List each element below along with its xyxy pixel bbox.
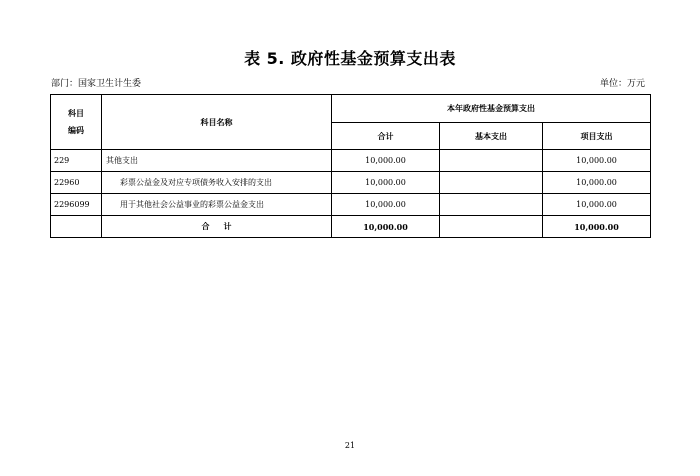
- row-code: 229: [51, 150, 102, 172]
- row-project: 10,000.00: [543, 150, 651, 172]
- total-total: 10,000.00: [332, 216, 440, 238]
- row-basic: [440, 194, 543, 216]
- table-row: [51, 194, 651, 216]
- total-project: 10,000.00: [543, 216, 651, 238]
- row-name: 用于其他社会公益事业的彩票公益金支出: [102, 194, 332, 216]
- header-total: 合计: [332, 123, 440, 150]
- header-name: 科目名称: [102, 95, 332, 150]
- row-basic: [440, 150, 543, 172]
- row-project: 10,000.00: [543, 194, 651, 216]
- header-code-line2: 编码: [68, 126, 84, 135]
- table-row: [51, 172, 651, 194]
- row-code: 22960: [51, 172, 102, 194]
- header-project: 项目支出: [543, 123, 651, 150]
- department-label: 部门：国家卫生计生委: [51, 79, 142, 89]
- page-title: 表 5. 政府性基金预算支出表: [244, 49, 456, 68]
- row-name: 其他支出: [102, 150, 332, 172]
- row-total: 10,000.00: [332, 150, 440, 172]
- total-label: 合计: [102, 216, 332, 238]
- row-total: 10,000.00: [332, 194, 440, 216]
- row-name: 彩票公益金及对应专项债务收入安排的支出: [102, 172, 332, 194]
- table-total-row: [51, 216, 651, 238]
- header-group: 本年政府性基金预算支出: [332, 95, 651, 123]
- row-code: 2296099: [51, 194, 102, 216]
- total-code-cell: [51, 216, 102, 238]
- header-basic: 基本支出: [440, 123, 543, 150]
- total-basic: [440, 216, 543, 238]
- row-basic: [440, 172, 543, 194]
- budget-table: [50, 94, 651, 238]
- row-project: 10,000.00: [543, 172, 651, 194]
- table-header-row: [51, 95, 651, 123]
- table-row: [51, 150, 651, 172]
- row-total: 10,000.00: [332, 172, 440, 194]
- unit-label: 单位：万元: [599, 79, 645, 89]
- page-number: 21: [344, 441, 356, 450]
- header-code-line1: 科目: [68, 109, 84, 118]
- header-code: [51, 95, 102, 150]
